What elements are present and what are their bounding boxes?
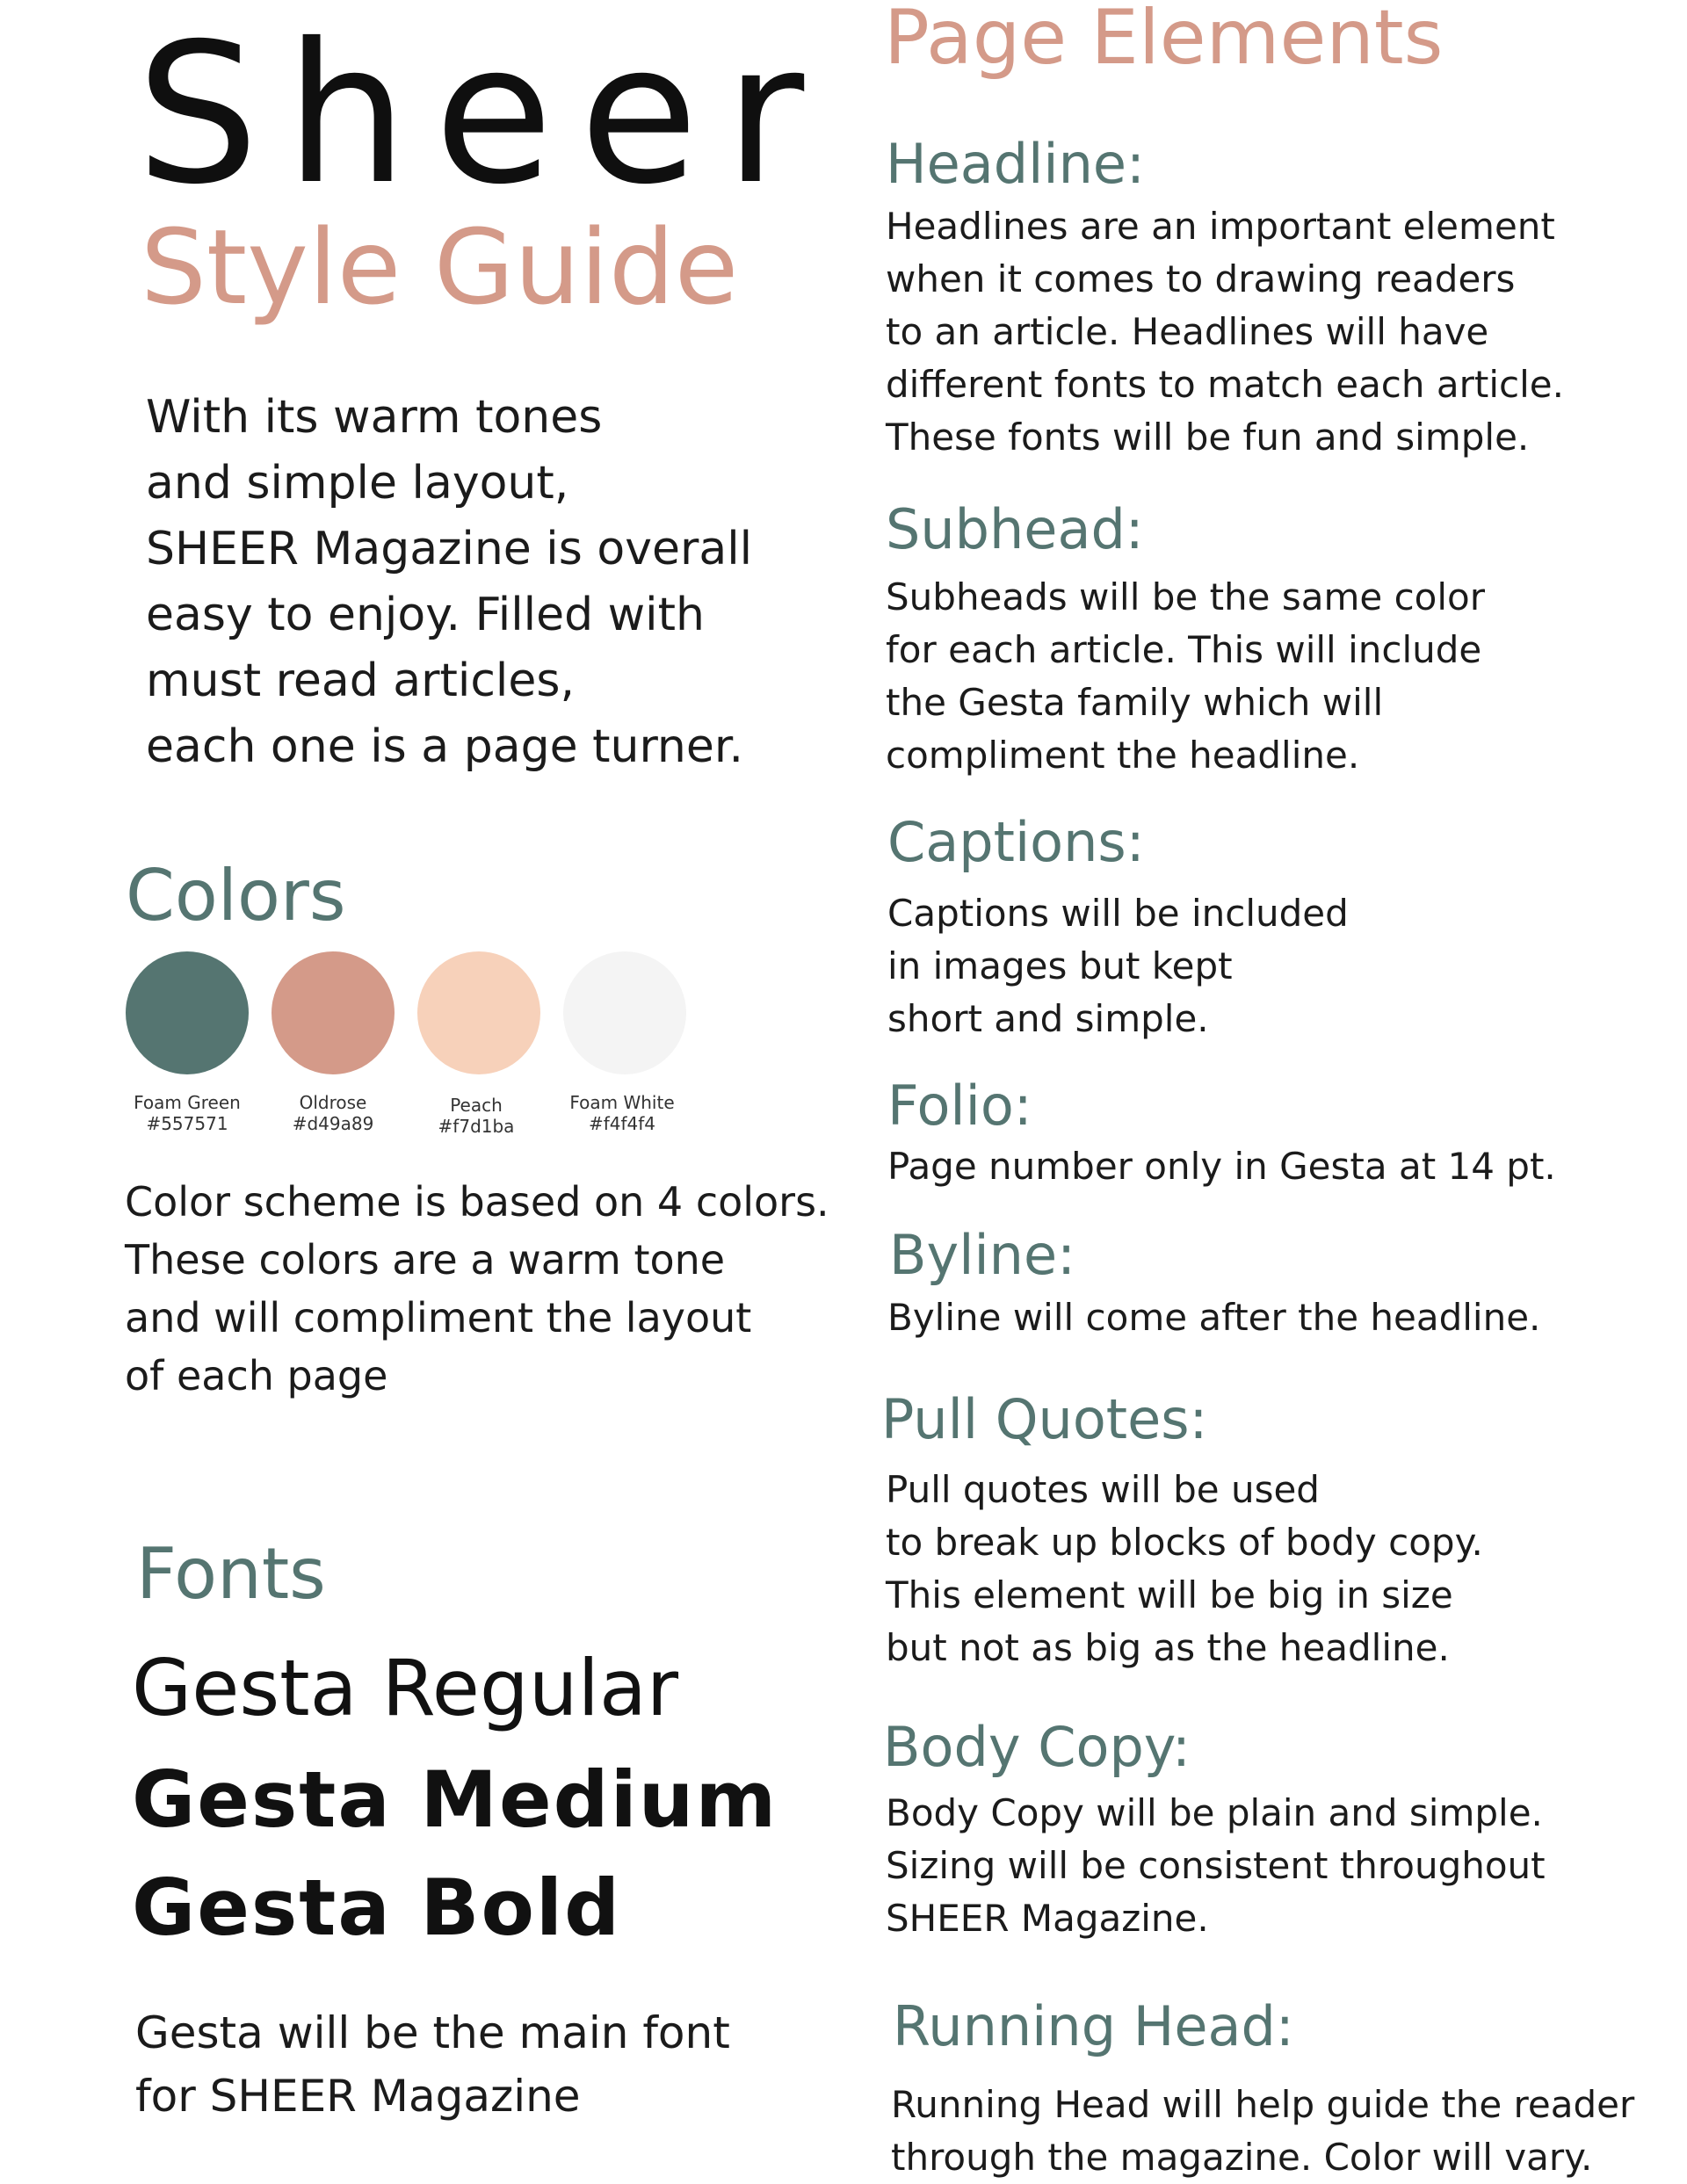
color-description bbox=[125, 1173, 828, 1405]
section-body-captions bbox=[887, 887, 1678, 1045]
swatch-name: Foam Green bbox=[134, 1092, 241, 1113]
page-elements-heading: Page Elements bbox=[884, 0, 1444, 82]
section-line: in images but kept bbox=[887, 944, 1233, 987]
section-line: SHEER Magazine. bbox=[886, 1897, 1209, 1940]
swatch-oldrose bbox=[272, 951, 395, 1074]
font-sample-medium: Gesta Medium bbox=[132, 1754, 778, 1845]
section-title-body-copy: Body Copy: bbox=[883, 1715, 1191, 1779]
section-title-running-head: Running Head: bbox=[893, 1994, 1294, 2058]
swatch-label-foam-white bbox=[543, 1092, 701, 1134]
intro-line: easy to enjoy. Filled with bbox=[146, 589, 705, 641]
swatch-label-foam-green bbox=[108, 1092, 266, 1134]
section-title-subhead: Subhead: bbox=[886, 497, 1144, 561]
section-line: Captions will be included bbox=[887, 892, 1349, 935]
section-line: Subheads will be the same color bbox=[886, 575, 1486, 618]
section-body-pull-quotes bbox=[886, 1464, 1676, 1674]
swatch-hex: #557571 bbox=[146, 1113, 228, 1134]
section-line: different fonts to match each article. bbox=[886, 363, 1564, 406]
section-title-pull-quotes: Pull Quotes: bbox=[881, 1387, 1208, 1451]
swatch-hex: #f4f4f4 bbox=[588, 1113, 656, 1134]
swatch-hex: #d49a89 bbox=[292, 1113, 374, 1134]
section-body-subhead bbox=[886, 571, 1676, 782]
section-line: Running Head will help guide the reader bbox=[891, 2083, 1635, 2126]
intro-line: each one is a page turner. bbox=[146, 720, 743, 773]
swatch-foam-white bbox=[563, 951, 686, 1074]
font-sample-regular: Gesta Regular bbox=[132, 1643, 679, 1733]
section-line: to break up blocks of body copy. bbox=[886, 1521, 1483, 1564]
section-body-headline bbox=[886, 200, 1676, 464]
intro-line: must read articles, bbox=[146, 654, 575, 707]
section-line: Pull quotes will be used bbox=[886, 1468, 1320, 1511]
section-line: through the magazine. Color will vary. bbox=[891, 2136, 1593, 2179]
fonts-description-line: for SHEER Magazine bbox=[135, 2071, 581, 2122]
section-line: Sizing will be consistent throughout bbox=[886, 1844, 1546, 1887]
section-line: when it comes to drawing readers bbox=[886, 257, 1516, 300]
fonts-heading: Fonts bbox=[136, 1533, 326, 1615]
color-description-line: and will compliment the layout bbox=[125, 1294, 752, 1341]
swatch-label-oldrose bbox=[254, 1092, 412, 1134]
section-line: for each article. This will include bbox=[886, 628, 1482, 671]
swatch-name: Foam White bbox=[569, 1092, 675, 1113]
section-title-byline: Byline: bbox=[889, 1223, 1076, 1287]
swatch-hex: #f7d1ba bbox=[438, 1116, 515, 1137]
section-title-captions: Captions: bbox=[887, 810, 1145, 874]
fonts-description-line: Gesta will be the main font bbox=[135, 2007, 730, 2058]
font-sample-bold: Gesta Bold bbox=[132, 1862, 622, 1953]
swatch-name: Peach bbox=[450, 1095, 503, 1116]
section-title-headline: Headline: bbox=[886, 132, 1145, 196]
section-title-folio: Folio: bbox=[887, 1074, 1032, 1138]
title-style-guide: Style Guide bbox=[141, 206, 739, 328]
intro-paragraph bbox=[146, 385, 778, 780]
section-line: the Gesta family which will bbox=[886, 681, 1384, 724]
intro-line: SHEER Magazine is overall bbox=[146, 523, 753, 575]
section-line: but not as big as the headline. bbox=[886, 1626, 1450, 1669]
swatch-label-peach bbox=[397, 1095, 555, 1137]
section-line: to an article. Headlines will have bbox=[886, 310, 1489, 353]
fonts-description bbox=[135, 2001, 803, 2128]
section-body-body-copy bbox=[886, 1787, 1676, 1945]
section-body-folio bbox=[887, 1140, 1678, 1193]
section-line: Page number only in Gesta at 14 pt. bbox=[887, 1145, 1556, 1188]
title-sheer: Sheer bbox=[136, 2, 831, 227]
section-line: Byline will come after the headline. bbox=[887, 1296, 1541, 1339]
section-line: Headlines are an important element bbox=[886, 205, 1555, 248]
swatch-foam-green bbox=[126, 951, 249, 1074]
section-body-running-head bbox=[891, 2079, 1682, 2184]
section-line: compliment the headline. bbox=[886, 734, 1360, 777]
colors-heading: Colors bbox=[126, 855, 346, 937]
color-description-line: of each page bbox=[125, 1352, 388, 1399]
color-description-line: Color scheme is based on 4 colors. bbox=[125, 1178, 829, 1226]
section-line: This element will be big in size bbox=[886, 1573, 1453, 1616]
color-description-line: These colors are a warm tone bbox=[125, 1236, 726, 1284]
intro-line: With its warm tones bbox=[146, 391, 603, 444]
swatch-peach bbox=[417, 951, 540, 1074]
section-body-byline bbox=[887, 1291, 1678, 1344]
section-line: These fonts will be fun and simple. bbox=[886, 416, 1530, 459]
intro-line: and simple layout, bbox=[146, 457, 569, 510]
swatch-name: Oldrose bbox=[299, 1092, 367, 1113]
section-line: short and simple. bbox=[887, 997, 1209, 1040]
section-line: Body Copy will be plain and simple. bbox=[886, 1791, 1543, 1834]
